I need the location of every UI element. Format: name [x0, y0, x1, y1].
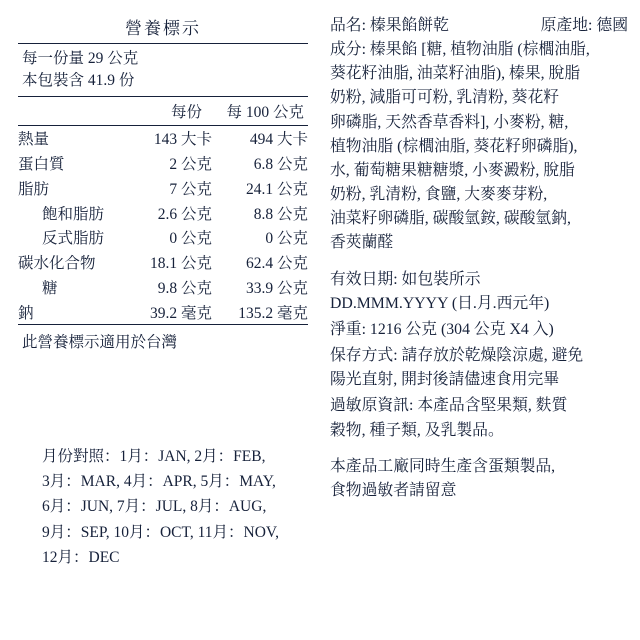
table-row	[18, 299, 308, 324]
ingredients-line: 植物油脂 (棕櫚油脂, 葵花籽卵磷脂),	[330, 137, 578, 155]
nutrient-per-serving: 0 公克	[169, 230, 212, 248]
product-information	[330, 14, 628, 503]
nutrient-per-100g: 0 公克	[265, 230, 308, 248]
month-key-line: 3月：MAR, 4月：APR, 5月：MAY,	[42, 473, 276, 491]
column-header-per-serving: 每份	[170, 103, 202, 121]
left-column	[14, 14, 322, 570]
month-key-line: 6月：JUN, 7月：JUL, 8月：AUG,	[42, 498, 267, 516]
product-name-label: 品名:	[330, 17, 366, 34]
expiry-block	[330, 268, 628, 316]
nutrient-per-100g: 24.1 公克	[245, 180, 308, 198]
nutrition-table	[18, 126, 308, 324]
spacer	[330, 258, 628, 268]
table-row	[18, 275, 308, 300]
nutrient-name: 糖	[42, 280, 58, 298]
two-column-layout	[14, 14, 634, 570]
month-abbreviation-key	[42, 444, 322, 570]
nutrient-name: 脂肪	[18, 180, 50, 198]
ingredients-block	[330, 38, 628, 255]
ingredients-line: 香莢蘭醛	[330, 234, 394, 252]
table-row	[18, 176, 308, 201]
product-name-row	[330, 14, 628, 38]
ingredients-line: 成分: 榛果餡 [糖, 植物油脂 (棕櫚油脂,	[330, 41, 590, 59]
expiry-format-line: DD.MMM.YYYY (日.月.西元年)	[330, 294, 550, 312]
nutrient-per-100g: 8.8 公克	[253, 205, 308, 223]
nutrient-per-100g: 494 大卡	[249, 131, 308, 149]
column-header-per-100g: 每 100 公克	[226, 103, 304, 121]
ingredients-line: 葵花籽油脂, 油菜籽油脂), 榛果, 脫脂	[330, 65, 581, 83]
header-spacer	[18, 100, 110, 122]
product-name-value: 榛果餡餅乾	[369, 17, 449, 34]
nutrient-per-100g: 62.4 公克	[245, 255, 308, 273]
nutrient-name: 碳水化合物	[18, 255, 96, 273]
storage-line: 陽光直射, 開封後請儘速食用完畢	[330, 371, 560, 389]
net-weight-line: 淨重: 1216 公克 (304 公克 X4 入)	[330, 320, 554, 338]
facility-warning-line: 食物過敏者請留意	[330, 481, 457, 499]
ingredients-line: 水, 葡萄糖果糖糖漿, 小麥澱粉, 脫脂	[330, 161, 575, 179]
facility-warning-block	[330, 455, 628, 503]
serving-info	[18, 44, 308, 96]
allergen-line: 過敏原資訊: 本產品含堅果類, 麩質	[330, 397, 568, 415]
nutrient-name: 反式脂肪	[42, 230, 105, 248]
nutrition-column-headers	[18, 97, 308, 125]
table-row	[18, 126, 308, 151]
ingredients-line: 卵磷脂, 天然香草香料], 小麥粉, 糖,	[330, 113, 569, 131]
nutrient-per-100g: 6.8 公克	[253, 156, 308, 174]
month-key-line: 月份對照：1月：JAN, 2月：FEB,	[42, 448, 266, 466]
nutrient-name: 鈉	[18, 304, 34, 322]
origin-label: 原產地:	[540, 17, 593, 34]
spacer	[330, 445, 628, 455]
servings-per-pack: 本包裝含 41.9 份	[22, 72, 135, 90]
allergen-block	[330, 394, 628, 442]
month-key-line: 12月：DEC	[42, 548, 120, 566]
net-weight-block	[330, 318, 628, 342]
nutrient-per-serving: 39.2 毫克	[149, 304, 212, 322]
allergen-line: 穀物, 種子類, 及乳製品。	[330, 421, 504, 439]
nutrient-per-serving: 2 公克	[169, 156, 212, 174]
ingredients-line: 奶粉, 乳清粉, 食鹽, 大麥麥芽粉,	[330, 186, 548, 204]
nutrient-name: 熱量	[18, 131, 50, 149]
nutrient-per-serving: 2.6 公克	[157, 205, 212, 223]
nutrient-per-serving: 18.1 公克	[149, 255, 212, 273]
nutrient-per-serving: 9.8 公克	[157, 280, 212, 298]
product-origin	[541, 14, 628, 38]
nutrient-per-100g: 33.9 公克	[245, 280, 308, 298]
nutrient-name: 飽和脂肪	[42, 205, 105, 223]
facility-warning-line: 本產品工廠同時生產含蛋類製品,	[330, 457, 556, 475]
nutrient-per-serving: 7 公克	[169, 180, 212, 198]
ingredients-line: 奶粉, 減脂可可粉, 乳清粉, 葵花籽	[330, 89, 560, 107]
nutrient-per-100g: 135.2 毫克	[238, 304, 308, 322]
expiry-line: 有效日期: 如包裝所示	[330, 270, 481, 288]
nutrition-title: 營養標示	[125, 19, 201, 38]
nutrient-name: 蛋白質	[18, 156, 65, 174]
nutrient-per-serving: 143 大卡	[153, 131, 212, 149]
table-row	[18, 200, 308, 225]
nutrition-footnote: 此營養標示適用於台灣	[22, 334, 178, 352]
table-row	[18, 250, 308, 275]
serving-size: 每一份量 29 公克	[22, 50, 139, 67]
right-column	[322, 14, 628, 505]
origin-value: 德國	[596, 17, 628, 34]
table-row	[18, 151, 308, 176]
storage-block	[330, 344, 628, 392]
table-row	[18, 225, 308, 250]
storage-line: 保存方式: 請存放於乾燥陰涼處, 避免	[330, 347, 584, 365]
ingredients-line: 油菜籽卵磷脂, 碳酸氫銨, 碳酸氫鈉,	[330, 210, 571, 228]
month-key-line: 9月：SEP, 10月：OCT, 11月：NOV,	[42, 523, 279, 541]
nutrition-facts-panel	[18, 14, 308, 352]
product-name	[330, 14, 457, 38]
